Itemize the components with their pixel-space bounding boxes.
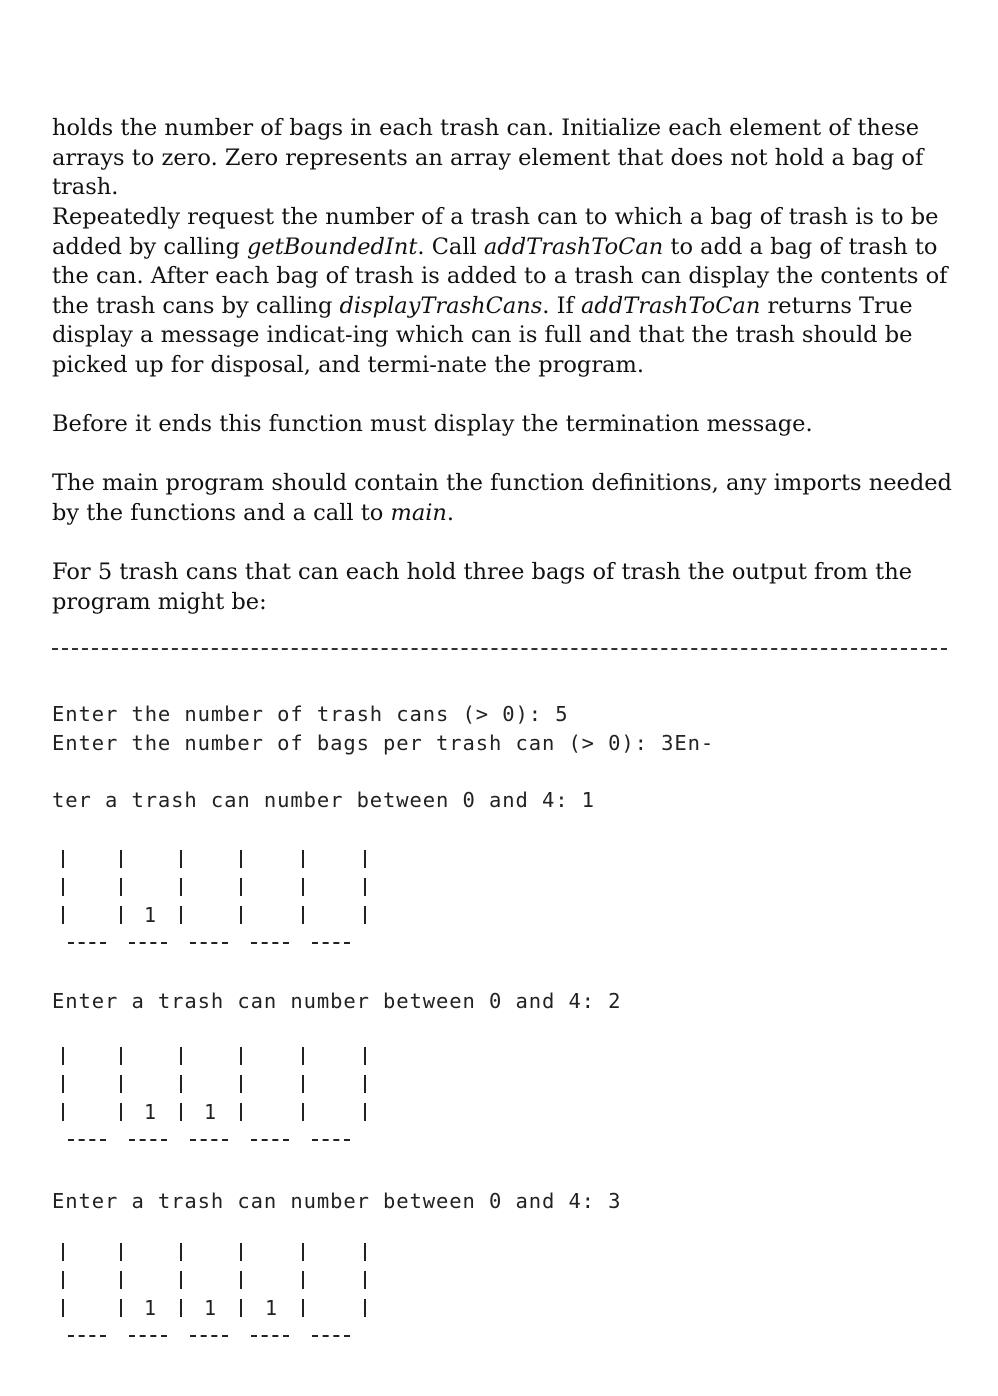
can-bag-count: 1 bbox=[204, 1296, 217, 1320]
can-wall bbox=[302, 1047, 304, 1065]
can-base bbox=[251, 942, 289, 946]
italic-identifier: displayTrashCans bbox=[339, 292, 543, 319]
can-wall bbox=[302, 1271, 304, 1289]
paragraph-text: . Call bbox=[417, 233, 484, 260]
can-bag-count: 1 bbox=[265, 1296, 278, 1320]
can-wall bbox=[180, 850, 182, 868]
can-base bbox=[190, 942, 228, 946]
can-wall bbox=[364, 1047, 366, 1065]
can-wall bbox=[302, 850, 304, 868]
can-base bbox=[312, 1335, 350, 1339]
can-base bbox=[190, 1335, 228, 1339]
can-wall bbox=[302, 906, 304, 924]
can-wall bbox=[240, 1243, 242, 1261]
paragraph-termination bbox=[52, 410, 957, 440]
can-wall bbox=[240, 1271, 242, 1289]
paragraph-example-intro bbox=[52, 558, 957, 617]
can-wall bbox=[62, 1271, 64, 1289]
can-bag-count: 1 bbox=[144, 1100, 157, 1124]
can-base bbox=[129, 1139, 167, 1143]
can-wall bbox=[62, 878, 64, 896]
can-wall bbox=[62, 1075, 64, 1093]
can-base bbox=[251, 1335, 289, 1339]
can-wall bbox=[302, 1299, 304, 1317]
can-wall bbox=[120, 1299, 122, 1317]
console-line-input-2: Enter a trash can number between 0 and 4: 2 bbox=[52, 989, 622, 1013]
can-base bbox=[251, 1139, 289, 1143]
dashed-separator bbox=[52, 648, 947, 650]
can-wall bbox=[364, 878, 366, 896]
paragraph-text: . If bbox=[542, 292, 581, 319]
paragraph-text: returns True display a message indicat-ing which can is full and that the trash should be picked up for disposal, and termi-nate the program. bbox=[52, 292, 913, 378]
can-base bbox=[312, 942, 350, 946]
can-wall bbox=[364, 850, 366, 868]
can-wall bbox=[180, 878, 182, 896]
can-wall bbox=[120, 906, 122, 924]
can-wall bbox=[120, 1243, 122, 1261]
paragraph-text: holds the number of bags in each trash can. Initialize each element of these arrays to zero. Zero represents an array element that does not hold a bag of trash. bbox=[52, 115, 924, 200]
can-wall bbox=[120, 1047, 122, 1065]
can-wall bbox=[240, 1299, 242, 1317]
can-wall bbox=[364, 1103, 366, 1121]
can-wall bbox=[120, 850, 122, 868]
can-wall bbox=[62, 1243, 64, 1261]
console-line-input-3: Enter a trash can number between 0 and 4: 3 bbox=[52, 1189, 622, 1213]
paragraph-text: The main program should contain the function definitions, any imports needed by the functions and a call to bbox=[52, 470, 952, 526]
can-wall bbox=[302, 878, 304, 896]
console-line-bags: Enter the number of bags per trash can (> 0): 3En- bbox=[52, 731, 715, 755]
can-wall bbox=[180, 1243, 182, 1261]
can-base bbox=[129, 1335, 167, 1339]
can-wall bbox=[240, 1075, 242, 1093]
can-wall bbox=[364, 1243, 366, 1261]
italic-identifier: main bbox=[390, 499, 447, 526]
can-wall bbox=[364, 906, 366, 924]
can-wall bbox=[180, 1075, 182, 1093]
console-line-input-1: ter a trash can number between 0 and 4: 1 bbox=[52, 788, 595, 812]
can-wall bbox=[62, 1299, 64, 1317]
can-wall bbox=[364, 1075, 366, 1093]
can-base bbox=[68, 1139, 106, 1143]
can-wall bbox=[180, 1103, 182, 1121]
can-wall bbox=[62, 1103, 64, 1121]
can-wall bbox=[240, 1047, 242, 1065]
can-wall bbox=[240, 906, 242, 924]
can-bag-count: 1 bbox=[144, 1296, 157, 1320]
can-base bbox=[68, 1335, 106, 1339]
paragraph-text: to add a bag of trash to the can. After each bag of trash is added to a trash can display the contents of the trash cans by calling bbox=[52, 233, 948, 319]
can-base bbox=[190, 1139, 228, 1143]
can-base bbox=[312, 1139, 350, 1143]
can-wall bbox=[364, 1271, 366, 1289]
can-wall bbox=[180, 1271, 182, 1289]
paragraph-text: Repeatedly request the number of a trash can to which a bag of trash is to be added by calling bbox=[52, 204, 939, 260]
can-wall bbox=[62, 1047, 64, 1065]
can-wall bbox=[120, 1271, 122, 1289]
can-wall bbox=[364, 1299, 366, 1317]
italic-identifier: addTrashToCan bbox=[580, 292, 761, 319]
italic-identifier: addTrashToCan bbox=[483, 233, 664, 260]
paragraph-main-loop bbox=[52, 203, 957, 380]
can-wall bbox=[240, 1103, 242, 1121]
can-wall bbox=[62, 850, 64, 868]
can-wall bbox=[120, 1103, 122, 1121]
can-wall bbox=[302, 1075, 304, 1093]
can-bag-count: 1 bbox=[144, 903, 157, 927]
can-wall bbox=[120, 878, 122, 896]
can-base bbox=[129, 942, 167, 946]
paragraph-main-program bbox=[52, 469, 957, 528]
paragraph-text: For 5 trash cans that can each hold three bags of trash the output from the program might be: bbox=[52, 559, 913, 615]
italic-identifier: getBoundedInt bbox=[247, 233, 418, 260]
can-wall bbox=[240, 850, 242, 868]
can-wall bbox=[180, 906, 182, 924]
paragraph-arrays-init bbox=[52, 114, 957, 203]
can-wall bbox=[62, 906, 64, 924]
can-wall bbox=[120, 1075, 122, 1093]
can-wall bbox=[302, 1243, 304, 1261]
can-wall bbox=[180, 1299, 182, 1317]
paragraph-text: Before it ends this function must display the termination message. bbox=[52, 411, 813, 437]
console-line-cans: Enter the number of trash cans (> 0): 5 bbox=[52, 702, 569, 726]
can-base bbox=[68, 942, 106, 946]
paragraph-text: . bbox=[446, 499, 455, 526]
can-wall bbox=[180, 1047, 182, 1065]
can-bag-count: 1 bbox=[204, 1100, 217, 1124]
can-wall bbox=[240, 878, 242, 896]
can-wall bbox=[302, 1103, 304, 1121]
